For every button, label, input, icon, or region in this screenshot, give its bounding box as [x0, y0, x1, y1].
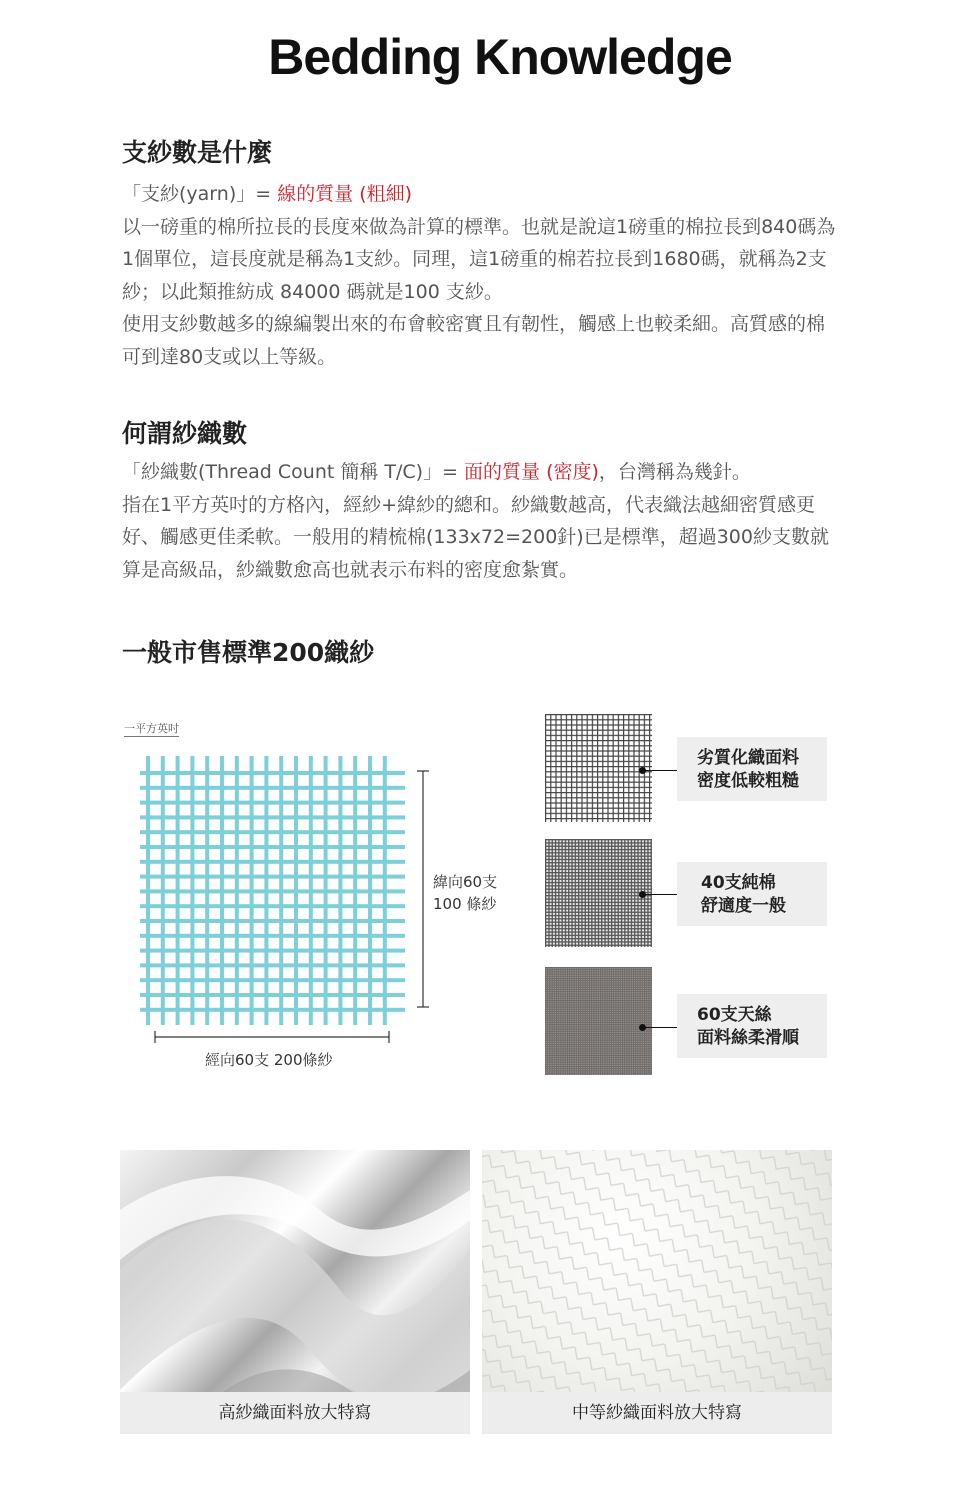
swatch-40-cotton	[545, 839, 652, 947]
photo-caption: 高紗織面料放大特寫	[120, 1392, 470, 1434]
weft-thread	[140, 904, 405, 908]
leader-line-1	[643, 770, 677, 771]
leader-line-3	[643, 1027, 677, 1028]
weft-thread	[140, 845, 405, 849]
weft-label-count: 緯向60支	[433, 873, 498, 891]
photo-high-thread-count	[120, 1150, 470, 1434]
swatch-tag-60-tencel	[677, 994, 827, 1058]
weave-grid	[140, 756, 405, 1025]
weft-thread	[140, 889, 405, 893]
weft-label	[433, 871, 497, 915]
weft-thread	[140, 801, 405, 805]
yarn-definition-term: 「支紗(yarn)」=	[122, 183, 278, 205]
thread-count-explanation: 指在1平方英吋的方格內，經紗+緯紗的總和。紗織數越高，代表織法越細密質感更好、觸感更佳柔軟。一般用的精梳棉(133x72=200針)已是標準，超過300紗支數就算是高級品，紗織數愈高也就表示布料的密度愈紮實。	[122, 493, 829, 581]
swatch-tag-line: 舒適度一般	[701, 896, 786, 916]
swatch-tag-line: 60支天絲	[697, 1005, 772, 1025]
swatch-low-quality	[545, 714, 652, 822]
photo-medium-thread-count	[482, 1150, 832, 1434]
weft-thread	[140, 771, 405, 775]
yarn-explanation: 以一磅重的棉所拉長的長度來做為計算的標準。也就是說這1磅重的棉拉長到840碼為1個單位，這長度就是稱為1支紗。同理，這1磅重的棉若拉長到1680碼，就稱為2支紗；以此類推紡成 84000 碼就是100 支紗。	[122, 215, 836, 303]
swatch-tag-line: 面料絲柔滑順	[697, 1028, 799, 1048]
weft-thread	[140, 786, 405, 790]
swatch-tag-line: 40支純棉	[701, 873, 776, 893]
warp-label: 經向60支 200條紗	[205, 1051, 333, 1069]
section-heading-yarn: 支紗數是什麼	[122, 138, 273, 167]
square-inch-label: 一平方英吋	[124, 722, 179, 735]
swatch-60-tencel	[545, 967, 652, 1075]
thread-count-highlight: 面的質量 (密度)	[464, 461, 599, 483]
weft-thread	[140, 919, 405, 923]
swatch-tag-low-quality	[677, 737, 827, 801]
yarn-benefit: 使用支紗數越多的線編製出來的布會較密實且有韌性，觸感上也較柔細。高質感的棉可到達80支或以上等級。	[122, 313, 826, 368]
weft-thread	[140, 860, 405, 864]
swatch-tag-40-cotton	[677, 862, 827, 926]
yarn-definition-highlight: 線的質量 (粗細)	[277, 183, 413, 205]
section-heading-standard-200: 一般市售標準200織紗	[122, 638, 375, 667]
thread-count-term: 「紗織數(Thread Count 簡稱 T/C)」=	[122, 461, 465, 483]
weft-thread	[140, 949, 405, 953]
weft-label-threads: 100 條紗	[433, 895, 497, 913]
thread-count-suffix: ，台灣稱為幾針。	[598, 461, 751, 483]
weft-thread	[140, 934, 405, 938]
swatch-tag-line: 密度低較粗糙	[697, 771, 799, 791]
swatch-tag-line: 劣質化織面料	[697, 748, 799, 768]
weft-thread	[140, 1008, 405, 1012]
leader-line-2	[643, 894, 677, 895]
weft-thread	[140, 993, 405, 997]
page-title: Bedding Knowledge	[268, 29, 732, 85]
weft-thread	[140, 815, 405, 819]
section-heading-thread-count: 何謂紗織數	[122, 419, 248, 448]
weft-thread	[140, 875, 405, 879]
weft-thread	[140, 963, 405, 967]
weft-thread	[140, 978, 405, 982]
weft-thread	[140, 830, 405, 834]
photo-caption: 中等紗織面料放大特寫	[482, 1392, 832, 1434]
